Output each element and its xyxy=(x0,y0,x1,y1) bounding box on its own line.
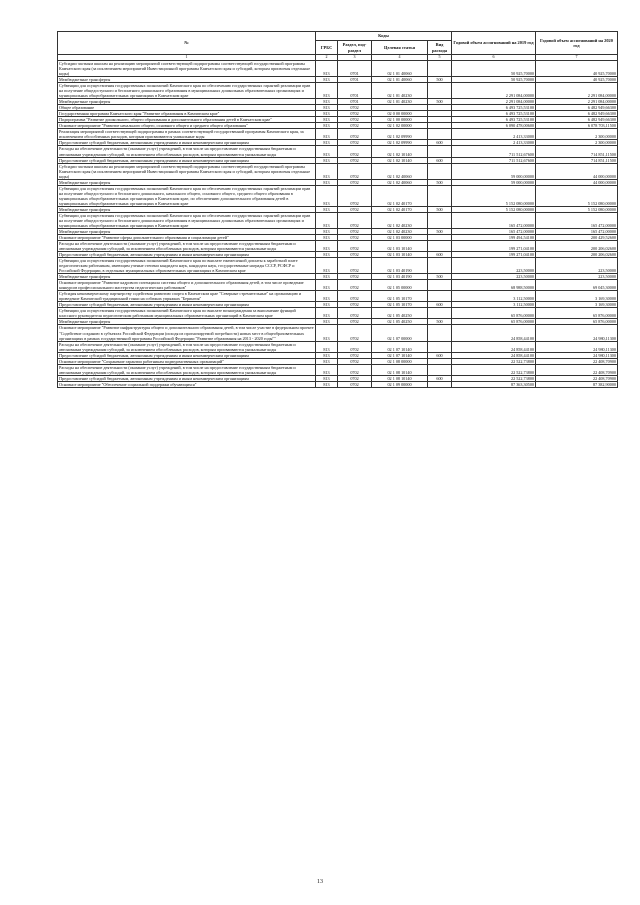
cell-amount-2019: 5 152 080,00000 xyxy=(452,206,536,212)
cell-name: Расходы на обеспечение деятельности (оказание услуг) учреждений, в том числе на предоставление государственным бюджетным и автономным учреждениям субсидий, за исключением обособленных расходов, которым присваиваются уникальные коды xyxy=(58,241,316,252)
table-row xyxy=(58,341,618,352)
table-row xyxy=(58,129,618,140)
cell-section: 0702 xyxy=(338,291,372,302)
cell-amount-2020: 5 152 080,00000 xyxy=(536,206,618,212)
cell-amount-2020: 223,50000 xyxy=(536,258,618,274)
cell-amount-2019: 2 291 084,00000 xyxy=(452,99,536,105)
cell-amount-2020: 24 980,11300 xyxy=(536,325,618,341)
cell-name: Межбюджетные трансферты xyxy=(58,99,316,105)
cell-vr: 600 xyxy=(428,352,452,358)
cell-vr: 600 xyxy=(428,302,452,308)
cell-section: 0702 xyxy=(338,185,372,206)
cell-target: 02 1 02 10140 xyxy=(372,157,428,163)
cell-section: 0702 xyxy=(338,123,372,129)
cell-amount-2020: 165 472,00000 xyxy=(536,228,618,234)
cell-amount-2019: 6 493 725,53100 xyxy=(452,117,536,123)
cell-amount-2020: 200 429,52600 xyxy=(536,234,618,240)
cell-section: 0701 xyxy=(338,77,372,83)
table-row xyxy=(58,381,618,387)
cell-vr xyxy=(428,185,452,206)
cell-section: 0702 xyxy=(338,274,372,280)
cell-amount-2020: 44 000,00000 xyxy=(536,179,618,185)
cell-amount-2019: 3 112,50000 xyxy=(452,291,536,302)
cell-section: 0702 xyxy=(338,381,372,387)
cell-name: Межбюджетные трансферты xyxy=(58,319,316,325)
table-row xyxy=(58,280,618,291)
cell-vr xyxy=(428,258,452,274)
cell-amount-2019: 165 472,00000 xyxy=(452,228,536,234)
cell-amount-2019: 2 413,33000 xyxy=(452,129,536,140)
cell-name: Субвенции для осуществления государственных полномочий Камчатского края по обеспечению государственных гарантий реализации прав на получение общедоступного и бесплатного дошкольного, начального общего, основного общего, среднего общего образования в муниципальных общеобразовательных организациях в Камчатском крае, по обеспечению дополнительного образования детей в муниципальных общеобразовательных организациях в Камчатском крае xyxy=(58,185,316,206)
cell-name: Основное мероприятие "Сохранение гарантии работникам подведомственных организаций" xyxy=(58,358,316,364)
cell-name: Предоставление субсидий бюджетным, автономным учреждениям и иным некоммерческим организациям xyxy=(58,157,316,163)
cell-grbs: 813 xyxy=(316,129,338,140)
header-2020: Годовой объем ассигнований на 2020 год xyxy=(536,32,618,55)
cell-grbs: 813 xyxy=(316,280,338,291)
cell-grbs: 813 xyxy=(316,308,338,319)
cell-vr: 500 xyxy=(428,77,452,83)
cell-name: Субвенции для осуществления государственных полномочий Камчатского края по выплате ежемесячной доплаты к заработной плате педагогическим работникам, имеющим ученые степени кандидата наук, кандидата наук, государственные награды СССР, РСФСР и Российской Федерации, в отдельных муниципальных образовательных организациях в Камчатском крае xyxy=(58,258,316,274)
cell-name: Субсидия некоммерческому партнерству содействия развитию спорта в Камчатском крае "Северные стремительные" на организацию и проведение Камчатской традиционной гонки на собачьих упряжках "Берингия" xyxy=(58,291,316,302)
header-codes: Коды xyxy=(316,32,452,41)
cell-name: Основное мероприятие "Развитие начального общего, основного общего и среднего общего образования" xyxy=(58,123,316,129)
cell-vr: 600 xyxy=(428,375,452,381)
cell-name: Общее образование xyxy=(58,105,316,111)
cell-amount-2019: 2 413,33000 xyxy=(452,140,536,146)
cell-grbs: 813 xyxy=(316,352,338,358)
cell-grbs: 813 xyxy=(316,274,338,280)
cell-section: 0701 xyxy=(338,99,372,105)
cell-grbs: 813 xyxy=(316,185,338,206)
cell-vr: 500 xyxy=(428,99,452,105)
cell-section: 0702 xyxy=(338,163,372,179)
cell-amount-2019: 711 512,67600 xyxy=(452,157,536,163)
cell-target: 02 1 02 09990 xyxy=(372,140,428,146)
table-row xyxy=(58,212,618,228)
cell-amount-2019: 24 858,44100 xyxy=(452,341,536,352)
cell-name: Расходы на обеспечение деятельности (оказание услуг) учреждений, в том числе на предоставление государственным бюджетным и автономным учреждениям субсидий, за исключением обособленных расходов, которым присваиваются уникальные коды xyxy=(58,341,316,352)
cell-grbs: 813 xyxy=(316,163,338,179)
cell-amount-2020: 2 300,00000 xyxy=(536,140,618,146)
cell-vr xyxy=(428,163,452,179)
cell-grbs: 813 xyxy=(316,234,338,240)
cell-grbs: 813 xyxy=(316,77,338,83)
cell-grbs: 813 xyxy=(316,99,338,105)
cell-target: 02 1 07 10140 xyxy=(372,341,428,352)
table-row xyxy=(58,291,618,302)
cell-amount-2020: 714 851,11500 xyxy=(536,157,618,163)
cell-section: 0702 xyxy=(338,302,372,308)
cell-vr xyxy=(428,308,452,319)
cell-amount-2020: 6 482 949,66300 xyxy=(536,117,618,123)
cell-vr xyxy=(428,212,452,228)
cell-grbs: 813 xyxy=(316,381,338,387)
cell-amount-2020: 44 000,00000 xyxy=(536,163,618,179)
cell-name: Предоставление субсидий бюджетным, автономным учреждениям и иным некоммерческим организациям xyxy=(58,302,316,308)
cell-target: 02 0 00 00000 xyxy=(372,111,428,117)
cell-section: 0702 xyxy=(338,375,372,381)
table-row xyxy=(58,258,618,274)
cell-grbs: 813 xyxy=(316,105,338,111)
cell-grbs: 813 xyxy=(316,206,338,212)
cell-amount-2019: 22 522,73800 xyxy=(452,375,536,381)
cell-target: 02 1 05 00000 xyxy=(372,280,428,291)
header-vr: Вид расхода xyxy=(428,41,452,55)
cell-amount-2020: 65 876,00000 xyxy=(536,308,618,319)
cell-section: 0702 xyxy=(338,212,372,228)
cell-amount-2020: 2 291 084,00000 xyxy=(536,83,618,99)
cell-section: 0702 xyxy=(338,117,372,123)
cell-target: 02 1 02 40060 xyxy=(372,179,428,185)
cell-amount-2019: 22 522,73800 xyxy=(452,358,536,364)
cell-section: 0702 xyxy=(338,280,372,291)
cell-target: 02 1 02 40060 xyxy=(372,163,428,179)
cell-target: 02 1 01 40230 xyxy=(372,99,428,105)
cell-name: Предоставление субсидий бюджетным, автономным учреждениям и иным некоммерческим организациям xyxy=(58,140,316,146)
cell-section: 0702 xyxy=(338,364,372,375)
cell-amount-2019: 199 271,04100 xyxy=(452,252,536,258)
cell-amount-2019: 199 494,54100 xyxy=(452,234,536,240)
cell-amount-2020: 2 291 084,00000 xyxy=(536,99,618,105)
header-section: Раздел, под-раздел xyxy=(338,41,372,55)
cell-grbs: 813 xyxy=(316,212,338,228)
cell-amount-2019: 59 000,00000 xyxy=(452,179,536,185)
cell-target: 02 1 08 10140 xyxy=(372,364,428,375)
cell-target: 02 1 03 10140 xyxy=(372,241,428,252)
cell-grbs: 813 xyxy=(316,146,338,157)
cell-target: 02 1 05 10170 xyxy=(372,302,428,308)
cell-name: Предоставление субсидий бюджетным, автономным учреждениям и иным некоммерческим организациям xyxy=(58,375,316,381)
cell-grbs: 813 xyxy=(316,375,338,381)
cell-amount-2019: 223,50000 xyxy=(452,274,536,280)
cell-target: 02 1 05 40250 xyxy=(372,319,428,325)
cell-amount-2019: 711 512,67600 xyxy=(452,146,536,157)
column-number: 4 xyxy=(372,55,428,61)
cell-section: 0702 xyxy=(338,308,372,319)
cell-section: 0702 xyxy=(338,105,372,111)
cell-section: 0702 xyxy=(338,111,372,117)
cell-grbs: 813 xyxy=(316,325,338,341)
cell-name: Основное мероприятие "Развитие кадрового потенциала системы общего и дополнительного образования детей, в том числе проведение конкурсов профессионального мастерства педагогических работников" xyxy=(58,280,316,291)
cell-grbs: 813 xyxy=(316,302,338,308)
cell-name: Подпрограмма "Развитие дошкольного, общего образования и дополнительного образования детей в Камчатском крае" xyxy=(58,117,316,123)
cell-name: Расходы на обеспечение деятельности (оказание услуг) учреждений, в том числе на предоставление государственным бюджетным и автономным учреждениям субсидий, за исключением обособленных расходов, которым присваиваются уникальные коды xyxy=(58,146,316,157)
cell-amount-2019: 2 291 084,00000 xyxy=(452,83,536,99)
cell-grbs: 813 xyxy=(316,341,338,352)
cell-amount-2020: 200 206,02600 xyxy=(536,241,618,252)
table-row xyxy=(58,61,618,77)
table-row xyxy=(58,241,618,252)
header-target: Целевая статья xyxy=(372,41,428,55)
cell-target: 02 1 07 00000 xyxy=(372,325,428,341)
cell-amount-2019: 50 925,70000 xyxy=(452,77,536,83)
cell-grbs: 813 xyxy=(316,228,338,234)
cell-target: 02 1 02 40170 xyxy=(372,185,428,206)
cell-vr xyxy=(428,291,452,302)
cell-vr: 500 xyxy=(428,179,452,185)
cell-section: 0702 xyxy=(338,146,372,157)
cell-vr xyxy=(428,146,452,157)
cell-section: 0702 xyxy=(338,358,372,364)
cell-name: Расходы на обеспечение деятельности (оказание услуг) учреждений, в том числе на предоставление государственным бюджетным и автономным учреждениям субсидий, за исключением обособленных расходов, которым присваиваются уникальные коды xyxy=(58,364,316,375)
cell-section: 0702 xyxy=(338,179,372,185)
cell-target: 02 1 07 10140 xyxy=(372,352,428,358)
cell-vr xyxy=(428,241,452,252)
cell-vr: 600 xyxy=(428,157,452,163)
cell-amount-2020: 65 876,00000 xyxy=(536,319,618,325)
cell-grbs: 813 xyxy=(316,179,338,185)
cell-vr: 500 xyxy=(428,206,452,212)
cell-target: 02 1 08 10140 xyxy=(372,375,428,381)
cell-section: 0701 xyxy=(338,83,372,99)
cell-name: Основное мероприятие "Обеспечение социальной поддержки обучающихся" xyxy=(58,381,316,387)
column-number: 3 xyxy=(338,55,372,61)
cell-section: 0702 xyxy=(338,252,372,258)
cell-amount-2020: 24 980,11300 xyxy=(536,352,618,358)
cell-amount-2020: 2 300,00000 xyxy=(536,129,618,140)
cell-section: 0702 xyxy=(338,206,372,212)
cell-grbs: 813 xyxy=(316,319,338,325)
column-number: 6 xyxy=(452,55,536,61)
cell-amount-2019: 165 472,00000 xyxy=(452,212,536,228)
cell-vr xyxy=(428,280,452,291)
cell-target: 02 1 03 40190 xyxy=(372,274,428,280)
cell-amount-2019: 24 858,44100 xyxy=(452,325,536,341)
cell-amount-2020: 22 408,70900 xyxy=(536,364,618,375)
cell-section: 0702 xyxy=(338,140,372,146)
cell-amount-2020: 714 851,11500 xyxy=(536,146,618,157)
cell-name: Межбюджетные трансферты xyxy=(58,179,316,185)
page-number: 13 xyxy=(317,879,323,885)
cell-grbs: 813 xyxy=(316,364,338,375)
cell-amount-2020: 6 482 949,66300 xyxy=(536,105,618,111)
cell-amount-2020: 165 472,00000 xyxy=(536,212,618,228)
table-row xyxy=(58,308,618,319)
cell-vr xyxy=(428,325,452,341)
cell-target: 02 1 03 10140 xyxy=(372,252,428,258)
cell-target: 02 1 03 00000 xyxy=(372,234,428,240)
cell-target: 02 1 05 10170 xyxy=(372,291,428,302)
cell-grbs: 813 xyxy=(316,123,338,129)
column-number: 7 xyxy=(536,55,618,61)
cell-target: 02 1 05 40250 xyxy=(372,308,428,319)
cell-amount-2020: 3 169,30000 xyxy=(536,302,618,308)
cell-grbs: 813 xyxy=(316,61,338,77)
cell-section: 0702 xyxy=(338,258,372,274)
cell-name: Субвенции для осуществления государственных полномочий Камчатского края по выплате вознаграждения за выполнение функций классного руководителя педагогическим работникам муниципальных образовательных организаций в Камчатском крае xyxy=(58,308,316,319)
cell-name: Основное мероприятие "Развитие инфраструктуры общего и дополнительного образования детей, в том числе участие в федеральном проекте "Содействие созданию в субъектах Российской Федерации (исходя из прогнозируемой потребности) новых мест в общеобразовательных организациях в рамках государственной программы Российской Федерации "Развитие образования на 2013 - 2020 годы"" xyxy=(59,325,314,341)
cell-vr xyxy=(428,83,452,99)
cell-amount-2019: 199 271,04100 xyxy=(452,241,536,252)
cell-name: Межбюджетные трансферты xyxy=(58,77,316,83)
cell-name: Предоставление субсидий бюджетным, автономным учреждениям и иным некоммерческим организациям xyxy=(58,252,316,258)
header-2019: Годовой объем ассигнований на 2019 год xyxy=(452,32,536,55)
cell-amount-2020: 223,50000 xyxy=(536,274,618,280)
cell-amount-2020: 69 045,30000 xyxy=(536,280,618,291)
cell-amount-2020: 6 078 703,11500 xyxy=(536,123,618,129)
cell-target: 02 1 01 40060 xyxy=(372,77,428,83)
cell-section: 0702 xyxy=(338,352,372,358)
cell-vr xyxy=(428,381,452,387)
cell-amount-2019: 6 090 478,00600 xyxy=(452,123,536,129)
cell-grbs: 813 xyxy=(316,241,338,252)
cell-amount-2019: 87 363,30500 xyxy=(452,381,536,387)
table-row xyxy=(58,325,618,341)
cell-target: 02 1 02 10140 xyxy=(372,146,428,157)
cell-amount-2019: 24 858,44100 xyxy=(452,352,536,358)
budget-table xyxy=(57,31,618,388)
cell-target: 02 1 09 00000 xyxy=(372,381,428,387)
cell-vr: 500 xyxy=(428,274,452,280)
cell-name: Субсидии частным школам на реализацию мероприятий соответствующей подпрограммы соответствующей государственной программы Камчатского края (за исключением мероприятий Инвестиционной программы Камчатского края и субсидий, которым присвоены отдельные коды) xyxy=(58,163,316,179)
table-row xyxy=(58,185,618,206)
cell-vr: 500 xyxy=(428,228,452,234)
cell-name: Субвенции для осуществления государственных полномочий Камчатского края по обеспечению государственных гарантий реализации прав на получение общедоступного и бесплатного дошкольного образования в муниципальных дошкольных образовательных организациях и муниципальных общеобразовательных организациях в Камчатском крае xyxy=(58,212,316,228)
header-grbs: ГРБС xyxy=(316,41,338,55)
cell-section: 0702 xyxy=(338,234,372,240)
cell-section: 0701 xyxy=(338,61,372,77)
cell-grbs: 813 xyxy=(316,83,338,99)
cell-name: Межбюджетные трансферты xyxy=(58,206,316,212)
cell-vr: 600 xyxy=(428,252,452,258)
cell-name: Межбюджетные трансферты xyxy=(58,274,316,280)
cell-amount-2020: 22 408,70900 xyxy=(536,358,618,364)
cell-section: 0702 xyxy=(338,341,372,352)
cell-amount-2019: 65 876,00000 xyxy=(452,319,536,325)
cell-section: 0702 xyxy=(338,325,372,341)
cell-grbs: 813 xyxy=(316,117,338,123)
cell-target: 02 1 02 00000 xyxy=(372,123,428,129)
cell-target: 02 1 00 00000 xyxy=(372,117,428,123)
column-number: 2 xyxy=(316,55,338,61)
cell-target: 02 1 02 09990 xyxy=(372,129,428,140)
cell-target: 02 1 02 40230 xyxy=(372,212,428,228)
cell-amount-2019: 22 522,73800 xyxy=(452,364,536,375)
table-row xyxy=(58,163,618,179)
cell-section: 0702 xyxy=(338,129,372,140)
cell-grbs: 813 xyxy=(316,291,338,302)
cell-amount-2019: 223,50000 xyxy=(452,258,536,274)
cell-grbs: 813 xyxy=(316,252,338,258)
cell-grbs: 813 xyxy=(316,358,338,364)
cell-name: Субвенции для осуществления государственных полномочий Камчатского края по обеспечению государственных гарантий реализации прав на получение общедоступного и бесплатного дошкольного образования в муниципальных дошкольных образовательных организациях и муниципальных общеобразовательных организациях в Камчатском крае xyxy=(58,83,316,99)
cell-amount-2019: 6 493 725,53100 xyxy=(452,105,536,111)
cell-amount-2020: 87 382,90000 xyxy=(536,381,618,387)
cell-section: 0702 xyxy=(338,157,372,163)
cell-amount-2020: 5 152 080,00000 xyxy=(536,185,618,206)
cell-name: Реализация мероприятий соответствующей подпрограммы в рамках соответствующей государственной программы Камчатского края, за исключением обособленных расходов, которым присваиваются уникальные коды xyxy=(58,129,316,140)
header-number: № xyxy=(58,32,316,55)
cell-name: Основное мероприятие "Развитие сферы дополнительного образования и социализации детей" xyxy=(58,234,316,240)
cell-section: 0702 xyxy=(338,319,372,325)
table-body xyxy=(58,61,618,388)
cell-amount-2020: 3 169,30000 xyxy=(536,291,618,302)
cell-amount-2019: 3 112,50000 xyxy=(452,302,536,308)
cell-vr xyxy=(428,364,452,375)
cell-section: 0702 xyxy=(338,228,372,234)
cell-grbs: 813 xyxy=(316,157,338,163)
cell-amount-2020: 6 482 949,66300 xyxy=(536,111,618,117)
cell-name: Межбюджетные трансферты xyxy=(58,228,316,234)
cell-amount-2020: 40 925,70000 xyxy=(536,61,618,77)
cell-name: Государственная программа Камчатского края "Развитие образования в Камчатском крае" xyxy=(58,111,316,117)
cell-amount-2019: 6 493 725,53100 xyxy=(452,111,536,117)
cell-target: 02 1 03 40190 xyxy=(372,258,428,274)
cell-amount-2019: 50 925,70000 xyxy=(452,61,536,77)
cell-amount-2019: 5 152 080,00000 xyxy=(452,185,536,206)
column-number: 5 xyxy=(428,55,452,61)
cell-amount-2019: 59 000,00000 xyxy=(452,163,536,179)
cell-target: 02 1 01 40060 xyxy=(372,61,428,77)
cell-target: 02 1 08 00000 xyxy=(372,358,428,364)
cell-target: 02 1 02 40230 xyxy=(372,228,428,234)
cell-amount-2020: 24 980,11300 xyxy=(536,341,618,352)
cell-vr: 600 xyxy=(428,140,452,146)
cell-grbs: 813 xyxy=(316,140,338,146)
cell-vr xyxy=(428,129,452,140)
cell-vr xyxy=(428,341,452,352)
cell-section: 0702 xyxy=(338,241,372,252)
cell-vr xyxy=(428,61,452,77)
cell-name: Предоставление субсидий бюджетным, автономным учреждениям и иным некоммерческим организациям xyxy=(58,352,316,358)
cell-grbs: 813 xyxy=(316,111,338,117)
cell-target: 02 1 02 40170 xyxy=(372,206,428,212)
cell-target: 02 1 01 40230 xyxy=(372,83,428,99)
table-row xyxy=(58,83,618,99)
table-row xyxy=(58,146,618,157)
cell-vr: 500 xyxy=(428,319,452,325)
cell-amount-2020: 40 925,70000 xyxy=(536,77,618,83)
table-row xyxy=(58,364,618,375)
cell-name: Субсидии частным школам на реализацию мероприятий соответствующей подпрограммы соответствующей государственной программы Камчатского края (за исключением мероприятий Инвестиционной программы Камчатского края и субсидий, которым присвоены отдельные коды) xyxy=(58,61,316,77)
cell-amount-2020: 22 408,70900 xyxy=(536,375,618,381)
column-number: 1 xyxy=(58,55,316,61)
cell-amount-2019: 68 988,50000 xyxy=(452,280,536,291)
cell-amount-2020: 200 206,02600 xyxy=(536,252,618,258)
cell-grbs: 813 xyxy=(316,258,338,274)
cell-amount-2019: 65 876,00000 xyxy=(452,308,536,319)
